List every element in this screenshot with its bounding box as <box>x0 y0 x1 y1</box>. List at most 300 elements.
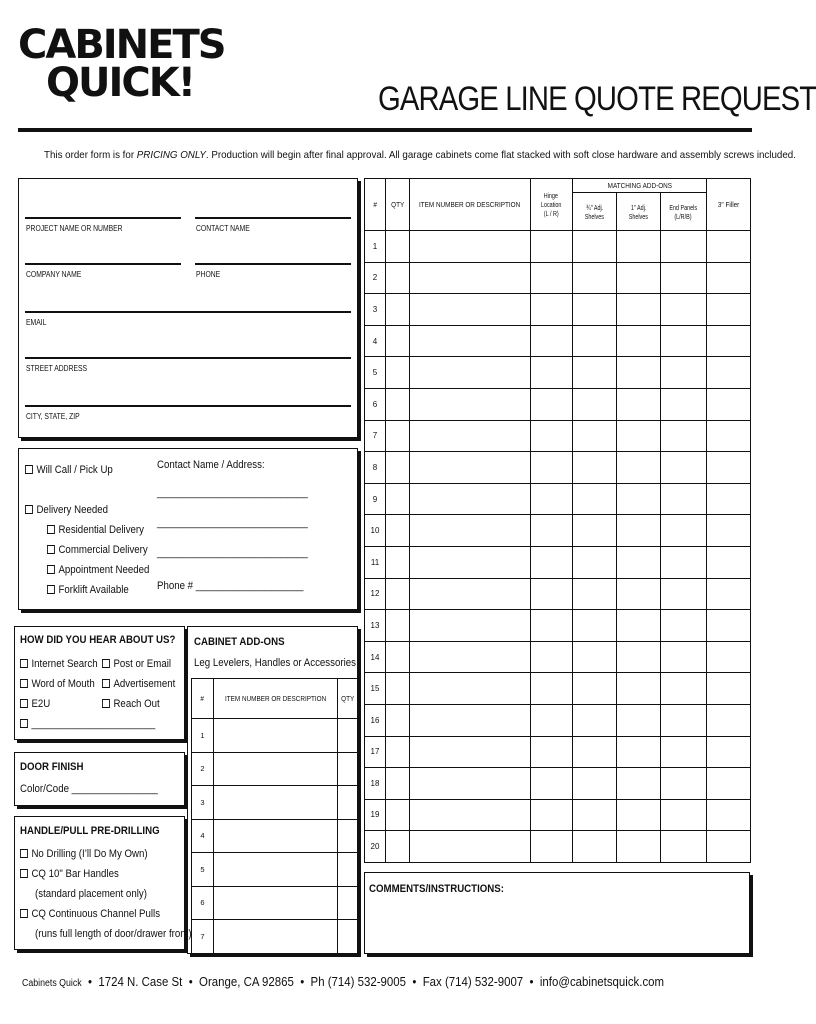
shelves-34-cell[interactable] <box>573 831 617 863</box>
hinge-cell[interactable] <box>531 736 573 768</box>
checkbox[interactable] <box>102 679 110 688</box>
qty-cell[interactable] <box>386 262 410 294</box>
item-cell[interactable] <box>410 231 531 263</box>
row-number: 18 <box>365 768 386 800</box>
item-cell[interactable] <box>410 325 531 357</box>
row-number: 20 <box>365 831 386 863</box>
checkbox[interactable] <box>47 545 55 554</box>
end-panels-cell[interactable] <box>661 704 707 736</box>
end-panels-cell[interactable] <box>661 262 707 294</box>
hinge-cell[interactable] <box>531 231 573 263</box>
qty-cell[interactable] <box>386 388 410 420</box>
footer-fax: Fax (714) 532-9007 <box>422 974 524 989</box>
shelves-34-cell[interactable] <box>573 768 617 800</box>
shelves-34-cell[interactable] <box>573 420 617 452</box>
addons-table <box>191 678 358 954</box>
end-panels-cell[interactable] <box>661 578 707 610</box>
qty-cell[interactable] <box>386 704 410 736</box>
row-number: 14 <box>365 641 386 673</box>
shelves-34-cell[interactable] <box>573 578 617 610</box>
hinge-cell[interactable] <box>531 831 573 863</box>
addons-subheading: Leg Levelers, Handles or Accessories <box>194 657 356 669</box>
title-divider <box>18 128 752 132</box>
address-line-3[interactable]: ____________________________ <box>157 547 308 559</box>
checkbox[interactable] <box>102 659 110 668</box>
end-panels-cell[interactable] <box>661 452 707 484</box>
addon-item-cell[interactable] <box>214 752 338 786</box>
filler-cell[interactable] <box>707 768 751 800</box>
hinge-cell[interactable] <box>531 452 573 484</box>
page-title: GARAGE LINE QUOTE REQUEST <box>378 80 816 118</box>
qty-cell[interactable] <box>386 831 410 863</box>
city-field-line[interactable] <box>25 405 351 407</box>
end-panels-cell[interactable] <box>661 768 707 800</box>
shelves-1-cell[interactable] <box>617 736 661 768</box>
hinge-cell[interactable] <box>531 388 573 420</box>
row-number: 17 <box>365 736 386 768</box>
addon-row-number: 4 <box>192 819 214 853</box>
qty-cell[interactable] <box>386 736 410 768</box>
forklift-label: Forklift Available <box>58 584 129 596</box>
row-number: 9 <box>365 483 386 515</box>
door-finish-heading: DOOR FINISH <box>20 761 84 773</box>
hinge-cell[interactable] <box>531 357 573 389</box>
shelves-1-cell[interactable] <box>617 452 661 484</box>
addons-col-qty: QTY <box>338 679 358 719</box>
row-number: 2 <box>365 262 386 294</box>
bar-handles-note: (standard placement only) <box>35 888 147 900</box>
qty-cell[interactable] <box>386 641 410 673</box>
project-field-line[interactable] <box>25 217 181 219</box>
shelves-1-cell[interactable] <box>617 610 661 642</box>
shelves-1-cell[interactable] <box>617 673 661 705</box>
shelves-34-cell[interactable] <box>573 231 617 263</box>
end-panels-cell[interactable] <box>661 610 707 642</box>
end-panels-cell[interactable] <box>661 294 707 326</box>
contact-name-field-line[interactable] <box>195 217 351 219</box>
addon-item-cell[interactable] <box>214 920 338 954</box>
checkbox[interactable] <box>20 699 28 708</box>
shelves-34-cell[interactable] <box>573 294 617 326</box>
shelves-34-cell[interactable] <box>573 515 617 547</box>
end-panels-cell[interactable] <box>661 515 707 547</box>
hinge-cell[interactable] <box>531 294 573 326</box>
reach-out-label: Reach Out <box>113 698 160 710</box>
word-of-mouth-option[interactable] <box>20 678 95 690</box>
shelves-1-cell[interactable] <box>617 231 661 263</box>
filler-cell[interactable] <box>707 546 751 578</box>
hinge-cell[interactable] <box>531 578 573 610</box>
item-cell[interactable] <box>410 768 531 800</box>
col-item: ITEM NUMBER OR DESCRIPTION <box>410 179 531 231</box>
item-cell[interactable] <box>410 673 531 705</box>
end-panels-cell[interactable] <box>661 546 707 578</box>
shelves-1-cell[interactable] <box>617 768 661 800</box>
comments-box[interactable] <box>364 872 750 954</box>
color-code-field[interactable]: Color/Code ________________ <box>20 783 158 795</box>
shelves-1-cell[interactable] <box>617 641 661 673</box>
notice-emphasis: PRICING ONLY <box>136 149 206 161</box>
filler-cell[interactable] <box>707 325 751 357</box>
item-cell[interactable] <box>410 704 531 736</box>
channel-pulls-label: CQ Continuous Channel Pulls <box>31 908 161 920</box>
matching-addons-header: MATCHING ADD-ONS <box>573 179 707 193</box>
post-email-label: Post or Email <box>113 658 172 670</box>
shelves-1-cell[interactable] <box>617 483 661 515</box>
table-row <box>365 483 751 515</box>
table-row <box>365 515 751 547</box>
filler-cell[interactable] <box>707 799 751 831</box>
end-panels-cell[interactable] <box>661 799 707 831</box>
shelves-1-cell[interactable] <box>617 799 661 831</box>
shelves-34-cell[interactable] <box>573 388 617 420</box>
table-row <box>365 546 751 578</box>
end-panels-cell[interactable] <box>661 831 707 863</box>
shelves-34-cell[interactable] <box>573 483 617 515</box>
col-qty: QTY <box>386 179 410 231</box>
checkbox[interactable] <box>20 909 28 918</box>
col-1-shelves: 1" Adj. Shelves <box>617 193 661 231</box>
email-field-line[interactable] <box>25 311 351 313</box>
end-panels-cell[interactable] <box>661 483 707 515</box>
company-label: COMPANY NAME <box>26 270 82 279</box>
item-cell[interactable] <box>410 799 531 831</box>
hinge-cell[interactable] <box>531 799 573 831</box>
appointment-label: Appointment Needed <box>58 564 150 576</box>
filler-cell[interactable] <box>707 420 751 452</box>
item-cell[interactable] <box>410 831 531 863</box>
table-row <box>365 578 751 610</box>
no-drilling-option[interactable] <box>20 848 148 860</box>
post-email-option[interactable] <box>102 658 171 670</box>
addon-row-number: 7 <box>192 920 214 954</box>
bar-handles-label: CQ 10" Bar Handles <box>31 868 119 880</box>
col-34-shelves: ¾" Adj. Shelves <box>573 193 617 231</box>
table-row <box>365 768 751 800</box>
shelves-34-cell[interactable] <box>573 641 617 673</box>
qty-cell[interactable] <box>386 610 410 642</box>
qty-cell[interactable] <box>386 578 410 610</box>
handle-drilling-box <box>14 816 192 950</box>
table-row <box>365 294 751 326</box>
table-row <box>365 704 751 736</box>
other-option[interactable] <box>20 718 155 730</box>
addon-row-number: 1 <box>192 719 214 753</box>
e2u-option[interactable] <box>20 698 50 710</box>
addon-qty-cell[interactable] <box>338 719 358 753</box>
addon-qty-cell[interactable] <box>338 786 358 820</box>
forklift-option[interactable] <box>47 584 129 596</box>
table-row <box>192 786 358 820</box>
row-number: 12 <box>365 578 386 610</box>
qty-cell[interactable] <box>386 420 410 452</box>
item-cell[interactable] <box>410 388 531 420</box>
addon-item-cell[interactable] <box>214 719 338 753</box>
filler-cell[interactable] <box>707 483 751 515</box>
hinge-cell[interactable] <box>531 420 573 452</box>
delivery-needed-option[interactable] <box>25 504 108 516</box>
notice-text-start: This order form is for <box>44 149 137 161</box>
hinge-cell[interactable] <box>531 483 573 515</box>
row-number: 3 <box>365 294 386 326</box>
shelves-34-cell[interactable] <box>573 546 617 578</box>
filler-cell[interactable] <box>707 452 751 484</box>
col-filler: 3" Filler <box>707 179 751 231</box>
row-number: 13 <box>365 610 386 642</box>
filler-cell[interactable] <box>707 704 751 736</box>
filler-cell[interactable] <box>707 736 751 768</box>
table-row <box>365 420 751 452</box>
table-row <box>365 452 751 484</box>
shelves-1-cell[interactable] <box>617 546 661 578</box>
qty-cell[interactable] <box>386 768 410 800</box>
commercial-option[interactable] <box>47 544 148 556</box>
word-of-mouth-label: Word of Mouth <box>31 678 95 690</box>
shelves-1-cell[interactable] <box>617 294 661 326</box>
delivery-box <box>18 448 358 610</box>
email-label: EMAIL <box>26 318 47 327</box>
item-cell[interactable] <box>410 262 531 294</box>
hinge-cell[interactable] <box>531 262 573 294</box>
end-panels-cell[interactable] <box>661 388 707 420</box>
filler-cell[interactable] <box>707 831 751 863</box>
hinge-cell[interactable] <box>531 515 573 547</box>
shelves-1-cell[interactable] <box>617 420 661 452</box>
table-row <box>365 357 751 389</box>
addon-row-number: 5 <box>192 853 214 887</box>
shelves-1-cell[interactable] <box>617 262 661 294</box>
checkbox[interactable] <box>20 719 28 728</box>
hinge-cell[interactable] <box>531 610 573 642</box>
end-panels-cell[interactable] <box>661 673 707 705</box>
table-row <box>365 231 751 263</box>
project-label: PROJECT NAME OR NUMBER <box>26 224 123 233</box>
shelves-34-cell[interactable] <box>573 736 617 768</box>
checkbox[interactable] <box>20 659 28 668</box>
checkbox[interactable] <box>25 505 33 514</box>
comments-label: COMMENTS/INSTRUCTIONS: <box>369 883 504 895</box>
shelves-34-cell[interactable] <box>573 357 617 389</box>
addon-item-cell[interactable] <box>214 886 338 920</box>
addon-row-number: 2 <box>192 752 214 786</box>
filler-cell[interactable] <box>707 641 751 673</box>
table-row <box>192 719 358 753</box>
checkbox[interactable] <box>20 849 28 858</box>
addons-col-num: # <box>192 679 214 719</box>
advertisement-option[interactable] <box>102 678 175 690</box>
filler-cell[interactable] <box>707 515 751 547</box>
shelves-1-cell[interactable] <box>617 325 661 357</box>
addon-row-number: 3 <box>192 786 214 820</box>
shelves-34-cell[interactable] <box>573 262 617 294</box>
order-items-table <box>364 178 751 863</box>
item-cell[interactable] <box>410 736 531 768</box>
item-cell[interactable] <box>410 578 531 610</box>
qty-cell[interactable] <box>386 231 410 263</box>
checkbox[interactable] <box>20 679 28 688</box>
filler-cell[interactable] <box>707 262 751 294</box>
table-row <box>192 819 358 853</box>
hinge-cell[interactable] <box>531 673 573 705</box>
table-row <box>192 920 358 954</box>
door-finish-box <box>14 752 185 806</box>
table-row <box>365 262 751 294</box>
will-call-option[interactable] <box>25 464 113 476</box>
residential-option[interactable] <box>47 524 144 536</box>
qty-cell[interactable] <box>386 546 410 578</box>
checkbox[interactable] <box>20 869 28 878</box>
item-cell[interactable] <box>410 641 531 673</box>
internet-search-label: Internet Search <box>31 658 98 670</box>
table-row <box>192 853 358 887</box>
addons-heading: CABINET ADD-ONS <box>194 636 285 648</box>
table-row <box>365 641 751 673</box>
contact-address-label: Contact Name / Address: <box>157 459 265 471</box>
qty-cell[interactable] <box>386 673 410 705</box>
shelves-34-cell[interactable] <box>573 325 617 357</box>
hinge-cell[interactable] <box>531 768 573 800</box>
residential-label: Residential Delivery <box>58 524 144 536</box>
footer-city: Orange, CA 92865 <box>199 974 294 989</box>
contact-info-box <box>18 178 358 438</box>
row-number: 6 <box>365 388 386 420</box>
filler-cell[interactable] <box>707 294 751 326</box>
shelves-34-cell[interactable] <box>573 610 617 642</box>
table-row <box>365 799 751 831</box>
channel-pulls-option[interactable] <box>20 908 160 920</box>
end-panels-cell[interactable] <box>661 736 707 768</box>
shelves-34-cell[interactable] <box>573 704 617 736</box>
row-number: 19 <box>365 799 386 831</box>
item-cell[interactable] <box>410 294 531 326</box>
addons-col-item: ITEM NUMBER OR DESCRIPTION <box>214 679 338 719</box>
qty-cell[interactable] <box>386 515 410 547</box>
reach-out-option[interactable] <box>102 698 160 710</box>
addon-item-cell[interactable] <box>214 853 338 887</box>
filler-cell[interactable] <box>707 357 751 389</box>
shelves-1-cell[interactable] <box>617 831 661 863</box>
checkbox[interactable] <box>47 585 55 594</box>
item-cell[interactable] <box>410 357 531 389</box>
table-row <box>365 325 751 357</box>
will-call-label: Will Call / Pick Up <box>36 464 113 476</box>
item-cell[interactable] <box>410 483 531 515</box>
shelves-34-cell[interactable] <box>573 673 617 705</box>
bar-handles-option[interactable] <box>20 868 119 880</box>
addon-qty-cell[interactable] <box>338 853 358 887</box>
addon-qty-cell[interactable] <box>338 920 358 954</box>
company-logo <box>18 22 225 106</box>
footer-email[interactable]: info@cabinetsquick.com <box>539 974 665 989</box>
qty-cell[interactable] <box>386 483 410 515</box>
appointment-option[interactable] <box>47 564 149 576</box>
checkbox[interactable] <box>25 465 33 474</box>
company-field-line[interactable] <box>25 263 181 265</box>
internet-search-option[interactable] <box>20 658 98 670</box>
hinge-cell[interactable] <box>531 325 573 357</box>
row-number: 16 <box>365 704 386 736</box>
delivery-phone-line[interactable]: Phone # ____________________ <box>157 580 304 592</box>
item-cell[interactable] <box>410 420 531 452</box>
row-number: 1 <box>365 231 386 263</box>
shelves-34-cell[interactable] <box>573 799 617 831</box>
addon-qty-cell[interactable] <box>338 886 358 920</box>
e2u-label: E2U <box>31 698 51 710</box>
shelves-1-cell[interactable] <box>617 578 661 610</box>
address-line-2[interactable]: ____________________________ <box>157 517 308 529</box>
checkbox[interactable] <box>47 565 55 574</box>
street-label: STREET ADDRESS <box>26 364 88 373</box>
street-field-line[interactable] <box>25 357 351 359</box>
row-number: 10 <box>365 515 386 547</box>
addon-qty-cell[interactable] <box>338 819 358 853</box>
table-row <box>365 736 751 768</box>
row-number: 4 <box>365 325 386 357</box>
filler-cell[interactable] <box>707 388 751 420</box>
qty-cell[interactable] <box>386 799 410 831</box>
checkbox[interactable] <box>47 525 55 534</box>
filler-cell[interactable] <box>707 578 751 610</box>
row-number: 11 <box>365 546 386 578</box>
filler-cell[interactable] <box>707 673 751 705</box>
end-panels-cell[interactable] <box>661 420 707 452</box>
phone-field-line[interactable] <box>195 263 351 265</box>
qty-cell[interactable] <box>386 357 410 389</box>
hinge-cell[interactable] <box>531 546 573 578</box>
address-line-1[interactable]: ____________________________ <box>157 487 308 499</box>
addon-qty-cell[interactable] <box>338 752 358 786</box>
qty-cell[interactable] <box>386 325 410 357</box>
end-panels-cell[interactable] <box>661 641 707 673</box>
item-cell[interactable] <box>410 452 531 484</box>
footer-contact: Cabinets Quick • 1724 N. Case St • Orange, CA 92865 • Ph (714) 532-9005 • Fax (714) 532-9007 • info@cabinetsquick.com <box>22 974 665 989</box>
addon-item-cell[interactable] <box>214 819 338 853</box>
filler-cell[interactable] <box>707 231 751 263</box>
table-row <box>192 752 358 786</box>
shelves-1-cell[interactable] <box>617 357 661 389</box>
row-number: 7 <box>365 420 386 452</box>
row-number: 8 <box>365 452 386 484</box>
shelves-1-cell[interactable] <box>617 388 661 420</box>
shelves-34-cell[interactable] <box>573 452 617 484</box>
item-cell[interactable] <box>410 546 531 578</box>
filler-cell[interactable] <box>707 610 751 642</box>
row-number: 5 <box>365 357 386 389</box>
checkbox[interactable] <box>102 699 110 708</box>
item-cell[interactable] <box>410 610 531 642</box>
other-line: _______________________ <box>31 718 156 730</box>
city-label: CITY, STATE, ZIP <box>26 412 80 421</box>
hinge-cell[interactable] <box>531 704 573 736</box>
qty-cell[interactable] <box>386 294 410 326</box>
table-row <box>365 610 751 642</box>
hinge-cell[interactable] <box>531 641 573 673</box>
end-panels-cell[interactable] <box>661 231 707 263</box>
commercial-label: Commercial Delivery <box>58 544 148 556</box>
end-panels-cell[interactable] <box>661 325 707 357</box>
logo-line-1: CABINETS <box>18 22 225 68</box>
end-panels-cell[interactable] <box>661 357 707 389</box>
delivery-needed-label: Delivery Needed <box>36 504 109 516</box>
item-cell[interactable] <box>410 515 531 547</box>
qty-cell[interactable] <box>386 452 410 484</box>
shelves-1-cell[interactable] <box>617 515 661 547</box>
addon-item-cell[interactable] <box>214 786 338 820</box>
table-row <box>192 886 358 920</box>
shelves-1-cell[interactable] <box>617 704 661 736</box>
addon-row-number: 6 <box>192 886 214 920</box>
footer-company: Cabinets Quick <box>22 978 82 989</box>
